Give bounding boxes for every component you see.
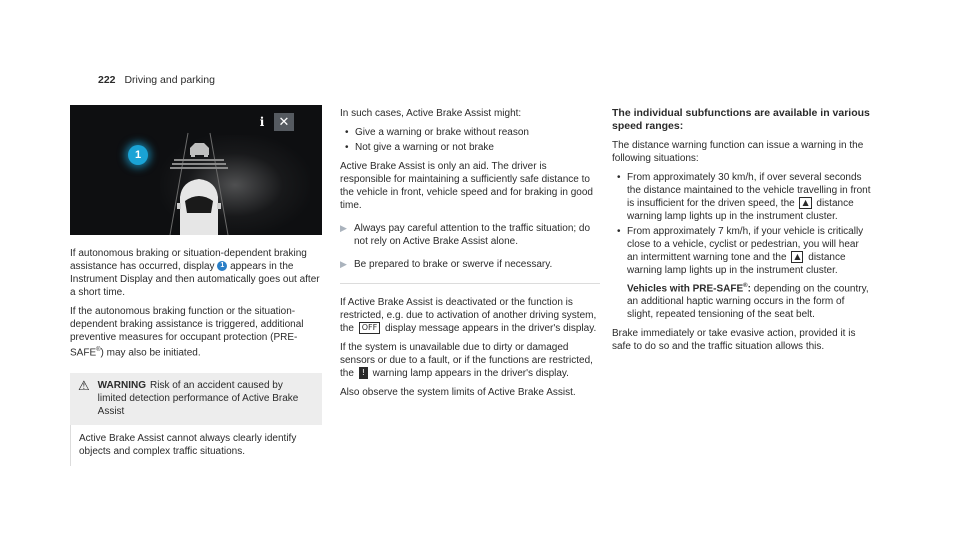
braking-bars-icon	[170, 159, 228, 169]
presafe-note	[627, 280, 872, 321]
instrument-display-figure	[70, 105, 322, 235]
text: warning lamp appears in the driver's display.	[369, 368, 569, 379]
instruction-item	[340, 258, 600, 271]
bullet-list	[340, 126, 600, 154]
close-icon[interactable]: ✕	[274, 113, 294, 131]
paragraph	[70, 305, 322, 359]
brake-assist-warning-icon: !	[359, 367, 368, 379]
warning-continuation	[340, 107, 600, 284]
page-number: 222	[98, 74, 116, 86]
text: distance warning lamp lights up in the instrument cluster.	[627, 198, 854, 222]
text: ) may also be initiated.	[100, 347, 201, 359]
paragraph: Also observe the system limits of Active Brake Assist.	[340, 387, 576, 398]
text: :	[747, 283, 751, 295]
arrow-right-icon: ▶	[340, 259, 347, 269]
text: display message appears in the driver's display.	[382, 323, 597, 334]
text: From approximately 30 km/h, if over several seconds the distance maintained to the vehicle travelling in front is insufficient for the driven speed, the	[627, 172, 871, 209]
brake-assist-off-icon: OFF	[359, 322, 381, 334]
warning-heading-wrap	[98, 379, 314, 418]
warning-title: WARNING	[97, 380, 146, 392]
paragraph	[340, 296, 600, 335]
column-3	[612, 107, 872, 359]
info-icon[interactable]: i	[259, 115, 265, 129]
section-heading: The individual subfunctions are available in various speed ranges:	[612, 107, 870, 132]
paragraph: Brake immediately or take evasive action, provided it is safe to do so and the traffic situation allows this.	[612, 328, 856, 353]
distance-warning-lamp-icon: ▲	[791, 251, 803, 263]
paragraph	[70, 247, 322, 299]
section-title: Driving and parking	[124, 74, 215, 86]
registered-mark: ®	[96, 347, 101, 353]
registered-mark: ®	[743, 283, 748, 289]
warning-body: Active Brake Assist cannot always clearly identify objects and complex traffic situations.	[70, 425, 322, 466]
warning-heading: Risk of an accident caused by limited detection performance of Active Brake Assist	[97, 380, 299, 418]
instruction-text: Always pay careful attention to the traffic situation; do not rely on Active Brake Assist alone.	[354, 223, 591, 247]
text: appears in the Instrument Display and then automatically goes out after a short time.	[70, 261, 320, 298]
paragraph: In such cases, Active Brake Assist might:	[340, 108, 522, 119]
distance-warning-lamp-icon: ▲	[799, 197, 811, 209]
page-header	[98, 74, 215, 86]
text: If the autonomous braking function or the situation-dependent braking assistance is triggered, additional preventive measures for occupant protection (PRE-SAFE	[70, 306, 304, 359]
paragraph: The distance warning function can issue a warning in the following situations:	[612, 140, 864, 164]
callout-1-icon: 1	[128, 145, 148, 165]
list-item	[612, 171, 872, 223]
vehicle-ahead-icon	[190, 143, 209, 157]
paragraph: Active Brake Assist is only an aid. The driver is responsible for maintaining a sufficiently safe distance to the vehicle in front, vehicle speed and for braking in good time.	[340, 161, 593, 211]
text: From approximately 7 km/h, if your vehicle is critically close to a vehicle, cyclist or pedestrian, you will hear an intermittent warning tone and the	[627, 226, 864, 263]
instruction-item	[340, 222, 600, 248]
paragraph	[340, 341, 600, 380]
warning-box	[70, 373, 322, 466]
column-2	[340, 107, 600, 405]
warning-header	[70, 373, 322, 425]
bullet-list	[612, 171, 872, 321]
text: If the system is unavailable due to dirty or damaged sensors or due to a fault, or if the functions are restricted, the	[340, 342, 593, 379]
list-item: • Not give a warning or not brake	[340, 141, 600, 154]
presafe-label: Vehicles with PRE-SAFE	[627, 283, 744, 295]
instruction-text: Be prepared to brake or swerve if necessary.	[354, 259, 553, 270]
column-1	[70, 247, 322, 466]
own-vehicle-icon	[177, 179, 221, 235]
warning-triangle-icon: ⚠	[78, 378, 90, 394]
list-item	[612, 225, 872, 321]
text: depending on the country, an additional haptic warning occurs in the form of slight, repeated tensioning of the seat belt.	[627, 283, 869, 321]
list-item: • Give a warning or brake without reason	[340, 126, 600, 139]
text: If autonomous braking or situation-dependent braking assistance has occurred, display	[70, 248, 307, 272]
text: distance warning lamp lights up in the instrument cluster.	[627, 252, 846, 276]
text: If Active Brake Assist is deactivated or the function is restricted, e.g. due to activation of another driving system, the	[340, 297, 597, 334]
display-icon-bar	[254, 113, 294, 131]
arrow-right-icon: ▶	[340, 223, 347, 233]
callout-1-icon: 1	[217, 261, 227, 271]
